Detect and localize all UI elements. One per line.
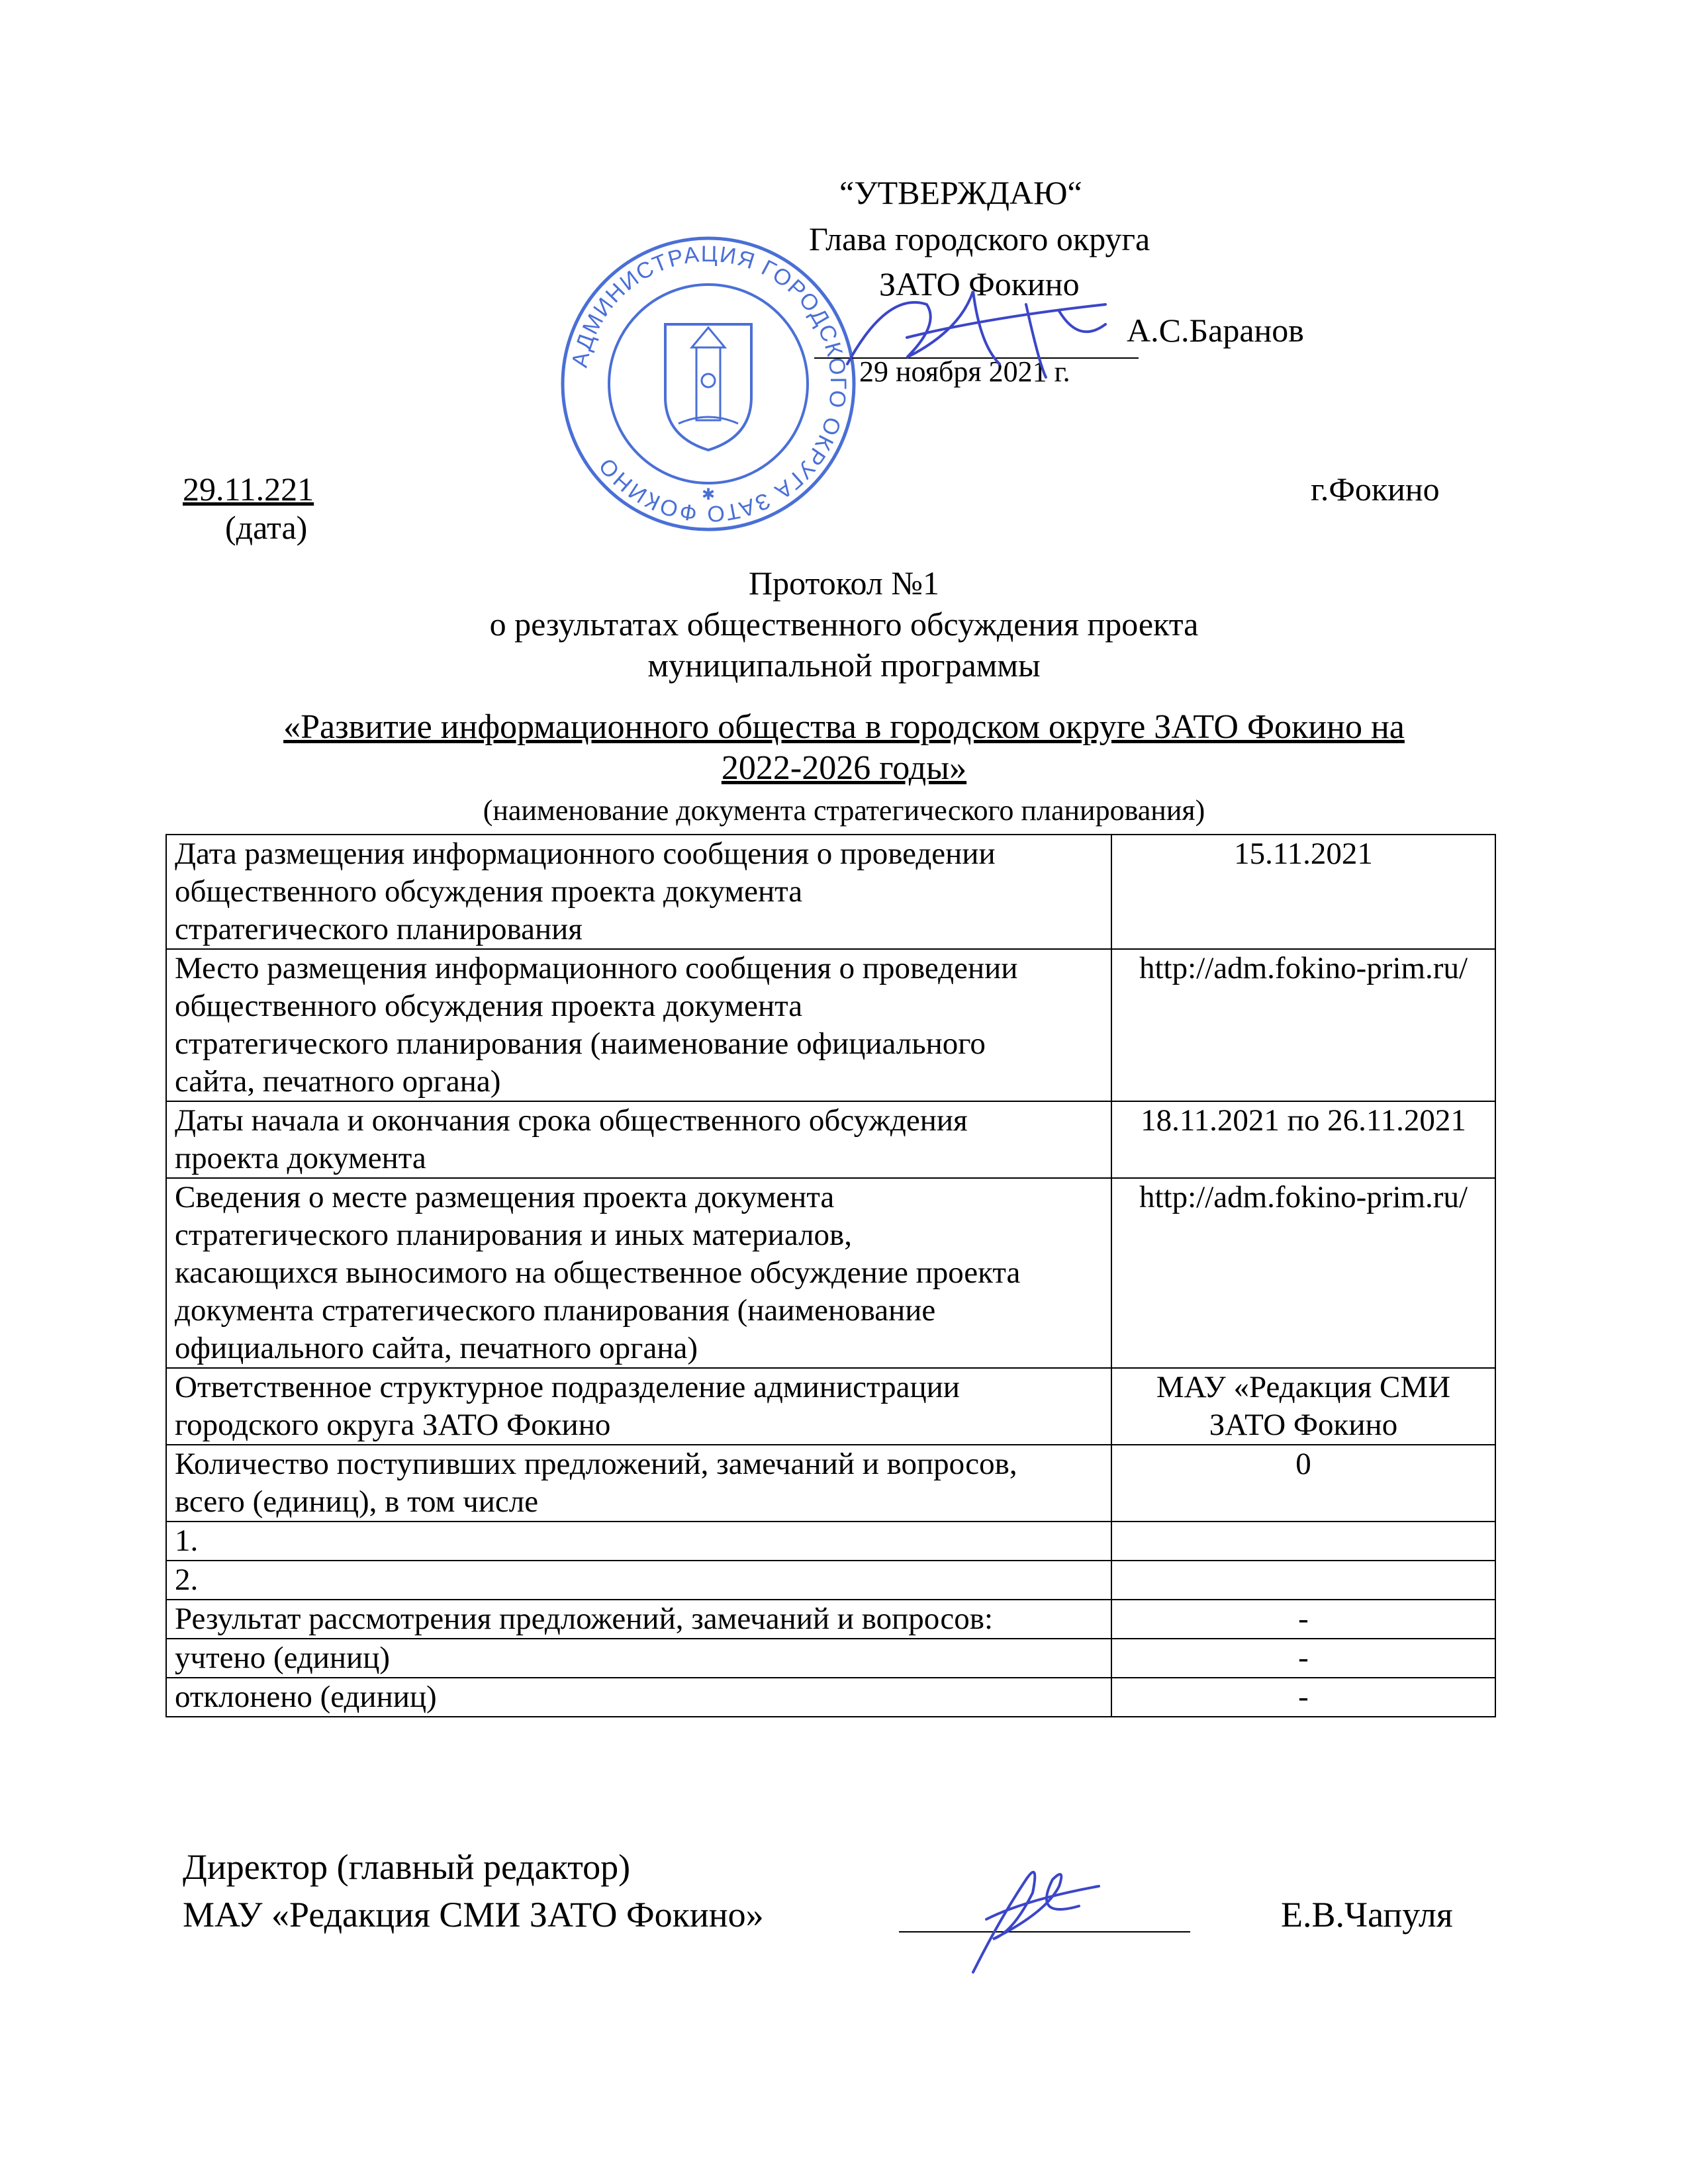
row-label-line: отклонено (единиц)	[175, 1680, 437, 1714]
protocol-heading	[0, 563, 1688, 686]
row-label	[166, 1445, 1111, 1522]
row-label-line: стратегического планирования и иных материалов,	[175, 1218, 852, 1252]
row-label	[166, 1368, 1111, 1445]
program-title-line-1: «Развитие информационного общества в городском округе ЗАТО Фокино на	[283, 708, 1405, 746]
table-row	[166, 1101, 1495, 1178]
program-title-line-2: 2022-2026 годы»	[721, 749, 967, 787]
row-value-line: 0	[1295, 1447, 1311, 1481]
approval-signer: А.С.Баранов	[1127, 312, 1304, 349]
approval-signature	[827, 265, 1132, 397]
row-label	[166, 1561, 1111, 1600]
row-label	[166, 835, 1111, 949]
footer-name: Е.В.Чапуля	[1281, 1895, 1453, 1934]
heading-line-1: Протокол №1	[749, 565, 939, 602]
row-label	[166, 1600, 1111, 1639]
heading-line-2: о результатах общественного обсуждения проекта	[489, 606, 1199, 643]
approval-date: 29 ноября 2021 г.	[859, 355, 1070, 388]
approval-org: ЗАТО Фокино	[879, 265, 1080, 302]
footer-role-line-2: МАУ «Редакция СМИ ЗАТО Фокино»	[183, 1895, 764, 1934]
row-label-line: всего (единиц), в том числе	[175, 1484, 539, 1519]
approval-position: Глава городского округа	[809, 220, 1150, 257]
row-value	[1111, 1600, 1495, 1639]
row-value	[1111, 1178, 1495, 1368]
row-label	[166, 1639, 1111, 1678]
row-label	[166, 1101, 1111, 1178]
row-label-line: документа стратегического планирования (наименование	[175, 1293, 936, 1328]
protocol-table	[165, 834, 1496, 1717]
program-title	[132, 707, 1556, 789]
row-value	[1111, 1639, 1495, 1678]
row-value-line: 15.11.2021	[1234, 837, 1373, 871]
row-value	[1111, 1101, 1495, 1178]
row-value-line: 18.11.2021 по 26.11.2021	[1141, 1103, 1466, 1138]
row-label-line: касающихся выносимого на общественное обсуждение проекта	[175, 1255, 1021, 1290]
row-label-line: учтено (единиц)	[175, 1641, 391, 1675]
row-label-line: Место размещения информационного сообщения о проведении	[175, 951, 1018, 985]
row-label-line: общественного обсуждения проекта документа	[175, 989, 803, 1023]
heading-line-3: муниципальной программы	[647, 647, 1041, 684]
row-value	[1111, 1445, 1495, 1522]
protocol-date-caption: (дата)	[225, 509, 308, 546]
program-caption: (наименование документа стратегического планирования)	[483, 794, 1205, 827]
row-label-line: сайта, печатного органа)	[175, 1064, 501, 1099]
footer-role-line-1: Директор (главный редактор)	[183, 1847, 631, 1887]
row-value-line: http://adm.fokino-prim.ru/	[1139, 1180, 1468, 1214]
table-row	[166, 1561, 1495, 1600]
svg-text:✱: ✱	[701, 486, 716, 504]
row-value	[1111, 949, 1495, 1101]
row-value-line: -	[1298, 1641, 1309, 1675]
approval-title: “УТВЕРЖДАЮ“	[839, 174, 1082, 211]
row-label-line: Сведения о месте размещения проекта документа	[175, 1180, 835, 1214]
row-label-line: Результат рассмотрения предложений, замечаний и вопросов:	[175, 1602, 993, 1636]
row-label-line: Дата размещения информационного сообщения о проведении	[175, 837, 996, 871]
row-value-line: -	[1298, 1680, 1309, 1714]
row-label-line: Количество поступивших предложений, замечаний и вопросов,	[175, 1447, 1017, 1481]
table-row	[166, 1600, 1495, 1639]
table-row	[166, 1678, 1495, 1717]
official-stamp	[556, 232, 861, 536]
row-value	[1111, 1522, 1495, 1561]
row-label-line: общественного обсуждения проекта документа	[175, 874, 803, 909]
row-label-line: Даты начала и окончания срока общественного обсуждения	[175, 1103, 968, 1138]
row-label-line: официального сайта, печатного органа)	[175, 1331, 698, 1365]
director-signature	[927, 1840, 1125, 1985]
protocol-date: 29.11.221	[183, 471, 314, 508]
row-label-line: городского округа ЗАТО Фокино	[175, 1408, 611, 1442]
row-value-line: http://adm.fokino-prim.ru/	[1139, 951, 1468, 985]
row-label	[166, 1178, 1111, 1368]
row-value	[1111, 1678, 1495, 1717]
row-value-line: МАУ «Редакция СМИ	[1156, 1370, 1451, 1404]
protocol-place: г.Фокино	[1311, 471, 1440, 508]
row-label-line: 1.	[175, 1524, 199, 1558]
table-row	[166, 949, 1495, 1101]
row-label-line: Ответственное структурное подразделение администрации	[175, 1370, 960, 1404]
row-label-line: проекта документа	[175, 1141, 426, 1175]
row-label	[166, 949, 1111, 1101]
table-row	[166, 835, 1495, 949]
table-row	[166, 1639, 1495, 1678]
table-row	[166, 1368, 1495, 1445]
table-row	[166, 1522, 1495, 1561]
row-value-line: ЗАТО Фокино	[1209, 1408, 1398, 1442]
row-label-line: стратегического планирования	[175, 912, 583, 946]
row-value	[1111, 1368, 1495, 1445]
stamp-text: АДМИНИСТРАЦИЯ ГОРОДСКОГО ОКРУГА ЗАТО ФОКИНО	[567, 241, 851, 527]
row-label-line: стратегического планирования (наименование официального	[175, 1026, 986, 1061]
row-value	[1111, 835, 1495, 949]
row-value	[1111, 1561, 1495, 1600]
table-row	[166, 1178, 1495, 1368]
row-label-line: 2.	[175, 1563, 199, 1597]
table-row	[166, 1445, 1495, 1522]
row-label	[166, 1522, 1111, 1561]
row-value-line: -	[1298, 1602, 1309, 1636]
row-label	[166, 1678, 1111, 1717]
